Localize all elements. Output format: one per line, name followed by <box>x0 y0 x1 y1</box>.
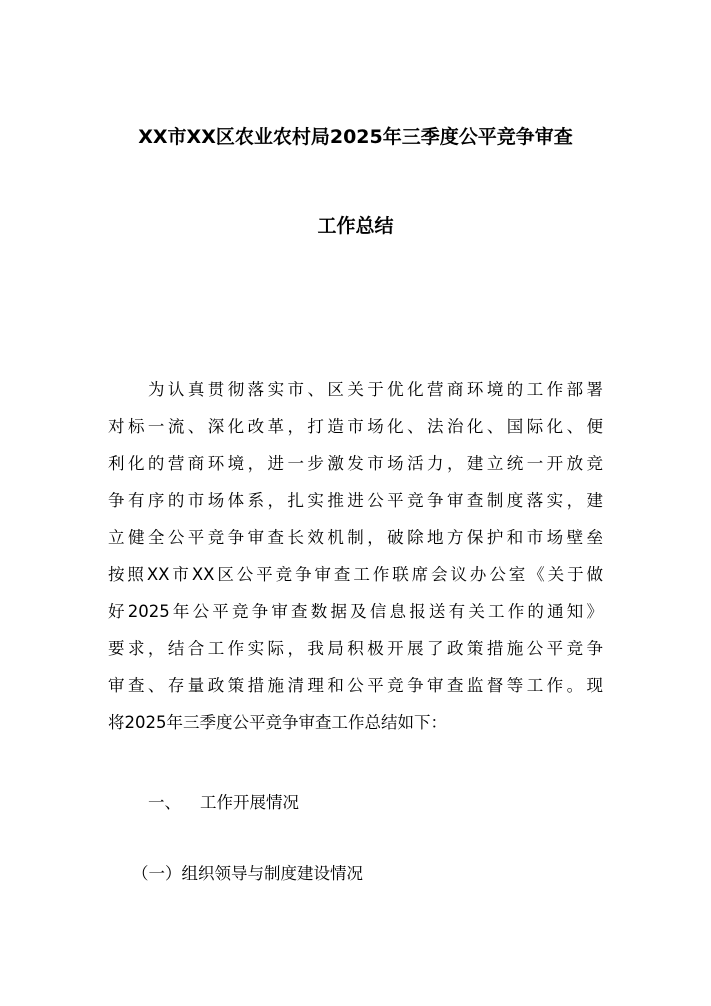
document-title-line-2: 工作总结 <box>317 215 394 237</box>
section-number: 一、 <box>148 793 181 812</box>
intro-paragraph-line: 对标一流、深化改革，打造市场化、法治化、国际化、便 <box>108 417 603 436</box>
document-title-line-1: XX市XX区农业农村局2025年三季度公平竞争审查 <box>138 126 573 148</box>
intro-paragraph-line: 要求，结合工作实际，我局积极开展了政策措施公平竞争 <box>108 639 603 658</box>
section-heading <box>148 791 299 815</box>
section-title: 工作开展情况 <box>200 793 299 812</box>
intro-paragraph-line: 审查、存量政策措施清理和公平竞争审查监督等工作。现 <box>108 676 603 695</box>
intro-paragraph-line: 好2025年公平竞争审查数据及信息报送有关工作的通知》 <box>108 602 603 621</box>
intro-paragraph-line: 争有序的市场体系，扎实推进公平竞争审查制度落实，建 <box>108 491 603 510</box>
subsection-heading: （一）组织领导与制度建设情况 <box>132 864 363 883</box>
intro-paragraph-line: 立健全公平竞争审查长效机制，破除地方保护和市场壁垒 <box>108 528 603 547</box>
intro-paragraph-line: 按照XX市XX区公平竞争审查工作联席会议办公室《关于做 <box>108 565 603 584</box>
intro-paragraph-line: 利化的营商环境，进一步激发市场活力，建立统一开放竞 <box>108 454 603 473</box>
intro-paragraph-line: 将2025年三季度公平竞争审查工作总结如下： <box>108 713 447 732</box>
intro-paragraph-line: 为认真贯彻落实市、区关于优化营商环境的工作部署 <box>148 380 603 399</box>
